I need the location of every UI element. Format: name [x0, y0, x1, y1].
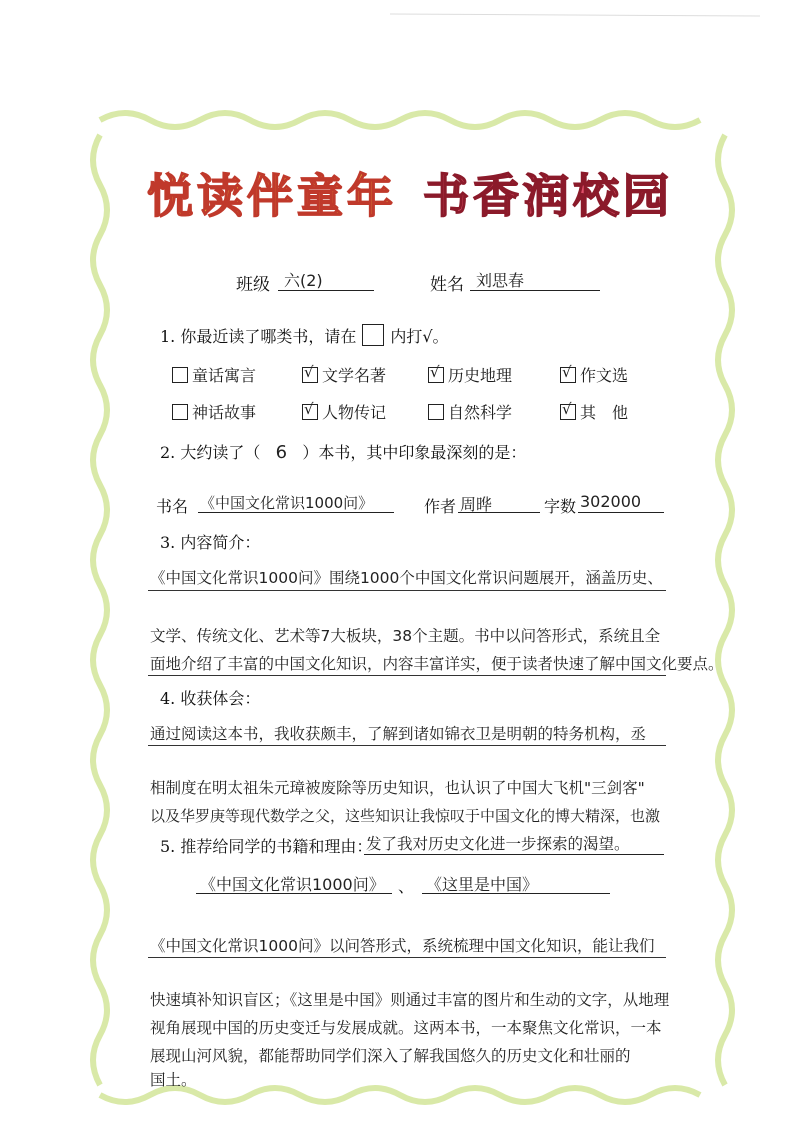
- category-natural-science[interactable]: 自然科学: [428, 400, 512, 423]
- book-title: 《中国文化常识1000问》: [200, 494, 374, 512]
- author-label: 作者: [424, 497, 457, 516]
- class-value: 六(2): [284, 271, 323, 290]
- checkbox-icon[interactable]: √: [560, 367, 576, 383]
- author-value: 周晔: [460, 495, 493, 514]
- q3-line-3: 面地介绍了丰富的中国文化知识，内容丰富详实，便于读者快速了解中国文化要点。: [150, 655, 724, 673]
- q4-line-3: 以及华罗庚等现代数学之父，这些知识让我惊叹于中国文化的博大精深，也激: [150, 807, 661, 825]
- q5-line-1: 《中国文化常识1000问》以问答形式，系统梳理中国文化知识，能让我们: [150, 937, 655, 955]
- checkbox-example-icon: [362, 324, 384, 346]
- q3-line-2: 文学、传统文化、艺术等7大板块，38个主题。书中以问答形式，系统且全: [150, 627, 661, 645]
- q1-prompt: [160, 324, 449, 347]
- q5-heading: 5. 推荐给同学的书籍和理由：: [160, 837, 373, 856]
- q2-prompt: 2. 大约读了（ 6 ）本书，其中印象最深刻的是：: [160, 442, 527, 463]
- q5-line-3: 视角展现中国的历史变迁与发展成就。这两本书，一本聚焦文化常识，一本: [150, 1019, 662, 1037]
- checkbox-icon[interactable]: [428, 404, 444, 420]
- q4-line-1: 通过阅读这本书，我收获颇丰，了解到诸如锦衣卫是明朝的特务机构，丞: [150, 725, 647, 743]
- checkbox-icon[interactable]: √: [428, 367, 444, 383]
- q4-line-2: 相制度在明太祖朱元璋被废除等历史知识，也认识了中国大飞机"三剑客": [150, 779, 645, 797]
- title-part2: 书香润校园: [423, 169, 673, 223]
- category-history-geography[interactable]: √ 历史地理: [430, 363, 513, 385]
- checkbox-icon[interactable]: √: [302, 404, 318, 420]
- category-essays[interactable]: √ 作文选: [562, 363, 629, 385]
- q5-line-4: 展现山河风貌，都能帮助同学们深入了解我国悠久的历史文化和壮丽的: [150, 1047, 631, 1065]
- class-label: 班级: [236, 275, 270, 295]
- book-label: 书名: [156, 497, 189, 516]
- category-myths[interactable]: 神话故事: [172, 400, 256, 423]
- q3-heading: 3. 内容简介：: [160, 533, 261, 552]
- recommended-book-2: 《这里是中国》: [426, 875, 539, 894]
- q2-count: 6: [275, 442, 288, 463]
- name-value: 刘思春: [476, 271, 525, 290]
- words-value: 302000: [580, 492, 642, 511]
- q5-line-5: 国土。: [150, 1071, 197, 1089]
- q1-suffix: 内打√。: [390, 327, 449, 346]
- q5-heading-continuation: 发了我对历史文化进一步探索的渴望。: [366, 835, 630, 853]
- recommended-book-1: 《中国文化常识1000问》: [200, 875, 385, 894]
- title-part1: 悦读伴童年: [147, 169, 397, 223]
- checkbox-icon[interactable]: [172, 367, 188, 383]
- q3-line-1: 《中国文化常识1000问》围绕1000个中国文化常识问题展开，涵盖历史、: [150, 569, 663, 587]
- checkbox-icon[interactable]: √: [302, 367, 318, 383]
- book-separator: 、: [398, 877, 415, 896]
- category-literary-classics[interactable]: √ 文学名著: [304, 363, 387, 385]
- name-label: 姓名: [430, 275, 464, 295]
- category-biographies[interactable]: √ 人物传记: [304, 400, 387, 422]
- checkbox-icon[interactable]: √: [560, 404, 576, 420]
- checkbox-icon[interactable]: [172, 404, 188, 420]
- q1-prefix: 1. 你最近读了哪类书，请在: [160, 327, 357, 346]
- page-title: [130, 160, 690, 226]
- category-fairy-tales[interactable]: 童话寓言: [172, 363, 256, 386]
- words-label: 字数: [544, 497, 577, 516]
- q5-line-2: 快速填补知识盲区；《这里是中国》则通过丰富的图片和生动的文字，从地理: [150, 991, 670, 1009]
- q4-heading: 4. 收获体会：: [160, 689, 261, 708]
- category-other[interactable]: √ 其 他: [562, 400, 629, 422]
